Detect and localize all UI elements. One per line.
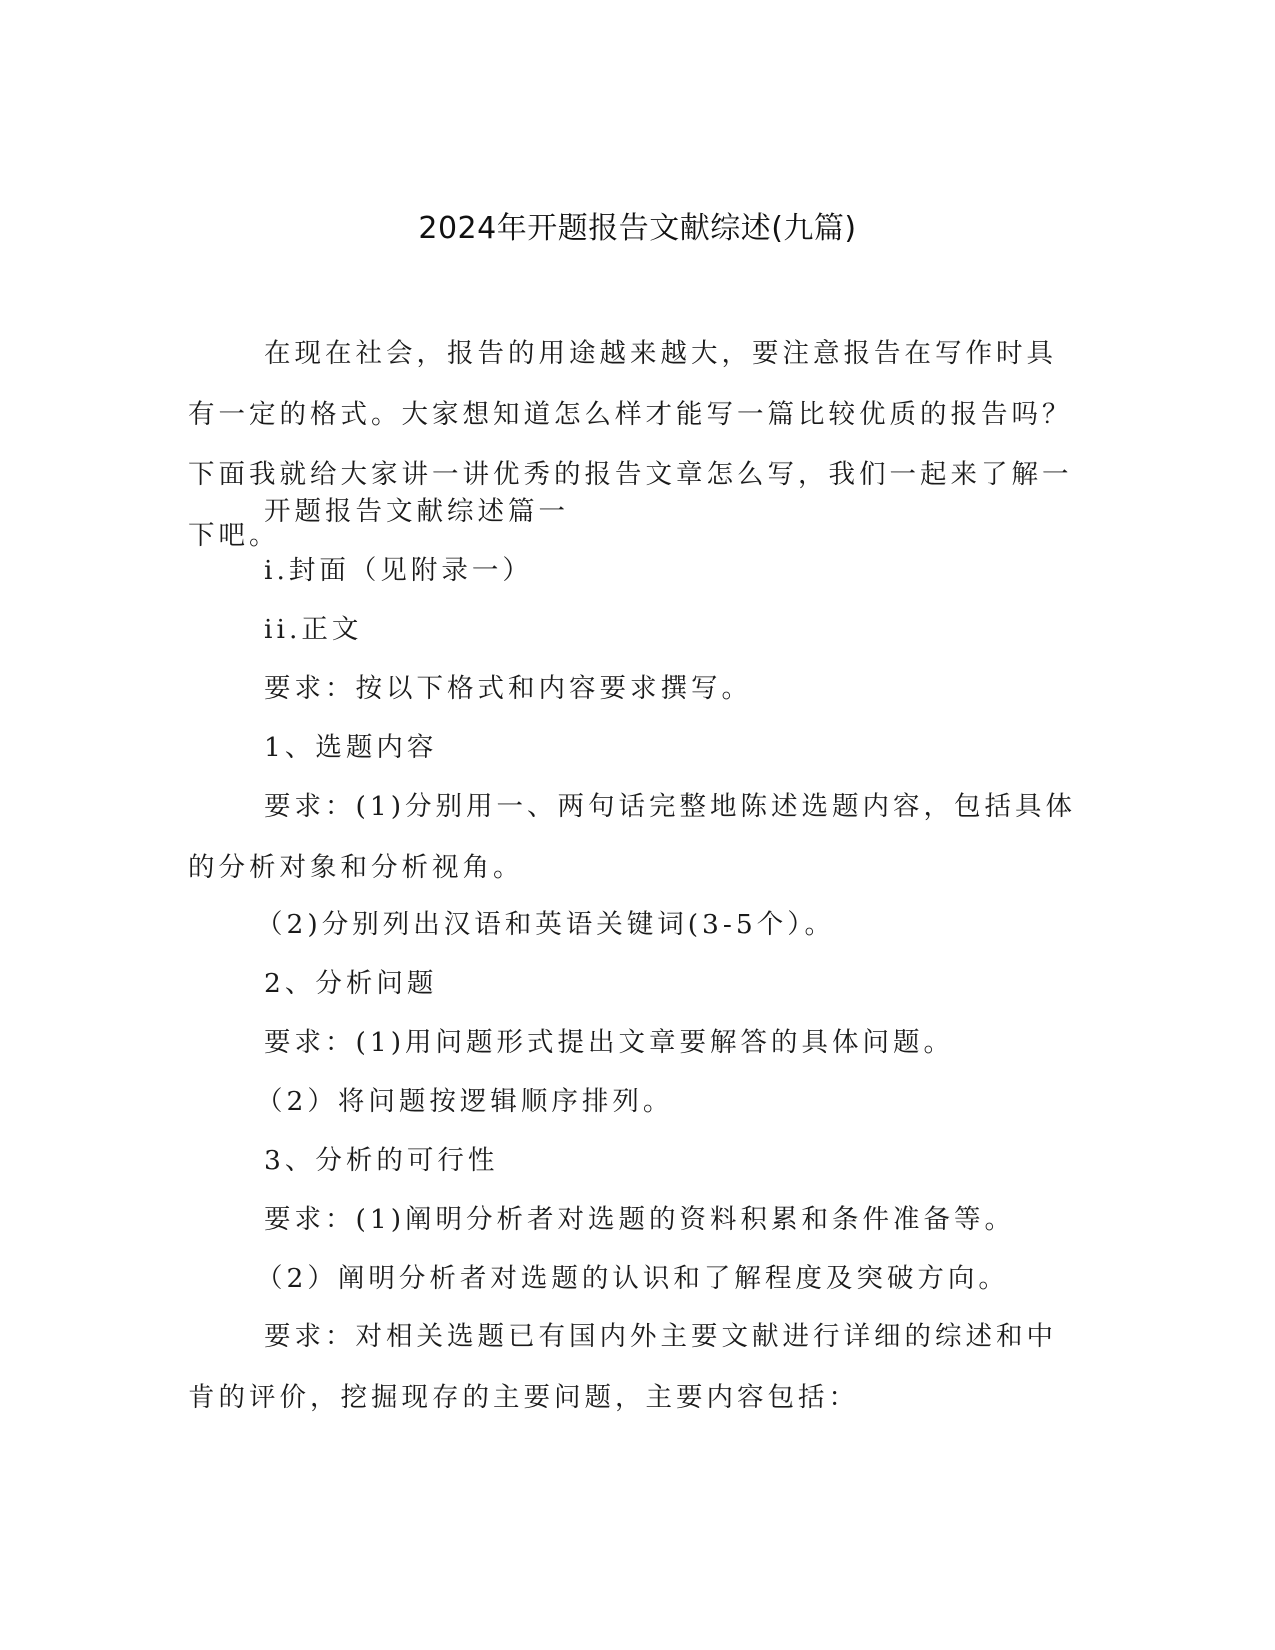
item-body: ii.正文 [264,614,363,645]
intro-paragraph: 在现在社会，报告的用途越来越大，要注意报告在写作时具有一定的格式。大家想知道怎么样才能写一篇比较优质的报告吗？下面我就给大家讲一讲优秀的报告文章怎么写，我们一起来了解一下吧。 [188,338,1073,551]
problem-requirement-1: 要求：(1)用问题形式提出文章要解答的具体问题。 [264,1027,955,1058]
feasibility-requirement-1: 要求：(1)阐明分析者对选题的资料积累和条件准备等。 [264,1204,1016,1235]
problem-heading: 2、分析问题 [264,968,438,999]
document-title: 2024年开题报告文献综述(九篇) [418,211,857,246]
topic-requirement-2: （2)分别列出汉语和英语关键词(3-5个）。 [256,909,835,940]
feasibility-heading: 3、分析的可行性 [264,1145,499,1176]
section-heading: 开题报告文献综述篇一 [264,496,569,527]
topic-heading: 1、选题内容 [264,732,438,763]
literature-requirement: 要求：对相关选题已有国内外主要文献进行详细的综述和中肯的评价，挖掘现存的主要问题，主要内容包括： [188,1321,1057,1413]
item-cover: i.封面（见附录一） [264,555,533,586]
problem-requirement-2: （2）将问题按逻辑顺序排列。 [256,1086,674,1117]
feasibility-requirement-2: （2）阐明分析者对选题的认识和了解程度及突破方向。 [256,1263,1009,1294]
topic-requirement-1: 要求：(1)分别用一、两句话完整地陈述选题内容，包括具体的分析对象和分析视角。 [188,791,1077,883]
requirement-format: 要求：按以下格式和内容要求撰写。 [264,673,752,704]
